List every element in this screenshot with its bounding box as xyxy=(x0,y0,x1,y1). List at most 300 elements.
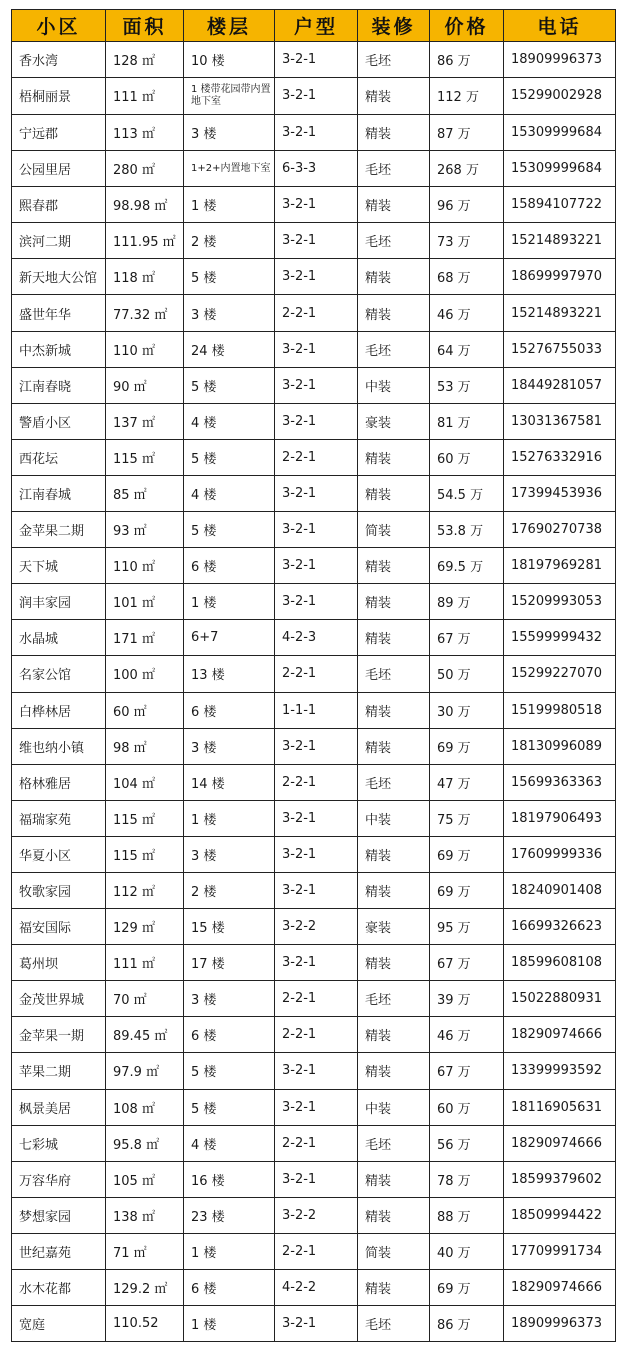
decoration-cell: 精装 xyxy=(358,187,430,223)
area-cell: 89.45 ㎡ xyxy=(106,1017,184,1053)
area-cell: 112 ㎡ xyxy=(106,872,184,908)
listing-table xyxy=(11,9,616,1342)
floor-cell: 1+2+内置地下室 xyxy=(184,150,275,187)
area-cell: 71 ㎡ xyxy=(106,1233,184,1269)
decoration-cell: 精装 xyxy=(358,1270,430,1306)
table-row xyxy=(12,1017,616,1053)
floor-cell: 1 楼 xyxy=(184,187,275,223)
area-cell: 70 ㎡ xyxy=(106,981,184,1017)
price-cell: 73 万 xyxy=(430,223,504,259)
layout-cell: 3-2-1 xyxy=(275,42,358,78)
table-row xyxy=(12,512,616,548)
floor-cell: 4 楼 xyxy=(184,403,275,439)
phone-cell[interactable]: 18240901408 xyxy=(504,872,616,908)
area-cell: 93 ㎡ xyxy=(106,512,184,548)
price-cell: 89 万 xyxy=(430,584,504,620)
decoration-cell: 精装 xyxy=(358,872,430,908)
layout-cell: 3-2-1 xyxy=(275,114,358,150)
price-cell: 86 万 xyxy=(430,1306,504,1342)
decoration-cell: 精装 xyxy=(358,78,430,115)
table-row xyxy=(12,439,616,475)
area-cell: 113 ㎡ xyxy=(106,114,184,150)
price-cell: 96 万 xyxy=(430,187,504,223)
table-row xyxy=(12,548,616,584)
price-cell: 78 万 xyxy=(430,1161,504,1197)
header-layout: 户型 xyxy=(275,10,358,42)
area-cell: 77.32 ㎡ xyxy=(106,295,184,331)
table-row xyxy=(12,150,616,187)
community-cell: 中杰新城 xyxy=(12,331,106,367)
floor-cell: 17 楼 xyxy=(184,945,275,981)
layout-cell: 3-2-1 xyxy=(275,872,358,908)
floor-cell: 1 楼 xyxy=(184,1306,275,1342)
layout-cell: 3-2-1 xyxy=(275,78,358,115)
decoration-cell: 精装 xyxy=(358,1053,430,1089)
phone-cell[interactable]: 18699997970 xyxy=(504,259,616,295)
table-body xyxy=(12,42,616,1342)
decoration-cell: 精装 xyxy=(358,475,430,511)
floor-cell: 3 楼 xyxy=(184,114,275,150)
phone-cell[interactable]: 15276755033 xyxy=(504,331,616,367)
price-cell: 86 万 xyxy=(430,42,504,78)
price-cell: 69 万 xyxy=(430,836,504,872)
phone-cell[interactable]: 15699363363 xyxy=(504,764,616,800)
floor-cell: 4 楼 xyxy=(184,475,275,511)
layout-cell: 3-2-1 xyxy=(275,584,358,620)
table-row xyxy=(12,764,616,800)
layout-cell: 3-2-1 xyxy=(275,1053,358,1089)
table-row xyxy=(12,584,616,620)
listing-table-wrap xyxy=(11,9,615,1342)
table-row xyxy=(12,1125,616,1161)
header-decoration: 装修 xyxy=(358,10,430,42)
floor-cell: 3 楼 xyxy=(184,295,275,331)
layout-cell: 2-2-1 xyxy=(275,295,358,331)
decoration-cell: 毛坯 xyxy=(358,981,430,1017)
floor-cell: 3 楼 xyxy=(184,728,275,764)
decoration-cell: 毛坯 xyxy=(358,42,430,78)
area-cell: 100 ㎡ xyxy=(106,656,184,692)
community-cell: 牧歌家园 xyxy=(12,872,106,908)
floor-cell: 3 楼 xyxy=(184,836,275,872)
phone-cell[interactable]: 18599379602 xyxy=(504,1161,616,1197)
table-row xyxy=(12,1306,616,1342)
price-cell: 50 万 xyxy=(430,656,504,692)
phone-cell[interactable]: 17399453936 xyxy=(504,475,616,511)
floor-cell: 5 楼 xyxy=(184,1053,275,1089)
phone-cell[interactable]: 15276332916 xyxy=(504,439,616,475)
floor-cell: 2 楼 xyxy=(184,872,275,908)
phone-cell[interactable]: 17709991734 xyxy=(504,1233,616,1269)
price-cell: 46 万 xyxy=(430,1017,504,1053)
community-cell: 七彩城 xyxy=(12,1125,106,1161)
layout-cell: 2-2-1 xyxy=(275,1233,358,1269)
layout-cell: 2-2-1 xyxy=(275,656,358,692)
price-cell: 53.8 万 xyxy=(430,512,504,548)
price-cell: 69 万 xyxy=(430,1270,504,1306)
phone-cell[interactable]: 13031367581 xyxy=(504,403,616,439)
floor-cell: 6+7 xyxy=(184,620,275,656)
area-cell: 97.9 ㎡ xyxy=(106,1053,184,1089)
area-cell: 60 ㎡ xyxy=(106,692,184,728)
community-cell: 江南春晓 xyxy=(12,367,106,403)
community-cell: 梧桐丽景 xyxy=(12,78,106,115)
floor-cell: 5 楼 xyxy=(184,1089,275,1125)
table-row xyxy=(12,403,616,439)
area-cell: 101 ㎡ xyxy=(106,584,184,620)
community-cell: 水晶城 xyxy=(12,620,106,656)
layout-cell: 4-2-3 xyxy=(275,620,358,656)
area-cell: 105 ㎡ xyxy=(106,1161,184,1197)
layout-cell: 4-2-2 xyxy=(275,1270,358,1306)
community-cell: 福瑞家苑 xyxy=(12,800,106,836)
phone-cell[interactable]: 18909996373 xyxy=(504,42,616,78)
price-cell: 67 万 xyxy=(430,620,504,656)
table-row xyxy=(12,367,616,403)
community-cell: 金苹果一期 xyxy=(12,1017,106,1053)
area-cell: 128 ㎡ xyxy=(106,42,184,78)
phone-cell[interactable]: 15209993053 xyxy=(504,584,616,620)
community-cell: 公园里居 xyxy=(12,150,106,187)
phone-cell[interactable]: 18197906493 xyxy=(504,800,616,836)
layout-cell: 1-1-1 xyxy=(275,692,358,728)
layout-cell: 3-2-1 xyxy=(275,1306,358,1342)
area-cell: 115 ㎡ xyxy=(106,800,184,836)
phone-cell[interactable]: 16699326623 xyxy=(504,909,616,945)
layout-cell: 3-2-1 xyxy=(275,836,358,872)
community-cell: 枫景美居 xyxy=(12,1089,106,1125)
phone-cell[interactable]: 18290974666 xyxy=(504,1270,616,1306)
phone-cell[interactable]: 18130996089 xyxy=(504,728,616,764)
decoration-cell: 精装 xyxy=(358,548,430,584)
table-row xyxy=(12,78,616,115)
header-phone: 电话 xyxy=(504,10,616,42)
area-cell: 280 ㎡ xyxy=(106,150,184,187)
price-cell: 81 万 xyxy=(430,403,504,439)
layout-cell: 3-2-2 xyxy=(275,909,358,945)
floor-cell: 2 楼 xyxy=(184,223,275,259)
community-cell: 葛州坝 xyxy=(12,945,106,981)
phone-cell[interactable]: 18116905631 xyxy=(504,1089,616,1125)
phone-cell[interactable]: 18599608108 xyxy=(504,945,616,981)
floor-cell: 24 楼 xyxy=(184,331,275,367)
table-row xyxy=(12,945,616,981)
decoration-cell: 简装 xyxy=(358,1233,430,1269)
phone-cell[interactable]: 15894107722 xyxy=(504,187,616,223)
decoration-cell: 精装 xyxy=(358,114,430,150)
phone-cell[interactable]: 17609999336 xyxy=(504,836,616,872)
decoration-cell: 精装 xyxy=(358,439,430,475)
layout-cell: 2-2-1 xyxy=(275,1017,358,1053)
community-cell: 维也纳小镇 xyxy=(12,728,106,764)
area-cell: 115 ㎡ xyxy=(106,836,184,872)
price-cell: 67 万 xyxy=(430,1053,504,1089)
decoration-cell: 精装 xyxy=(358,1197,430,1233)
floor-cell: 5 楼 xyxy=(184,259,275,295)
community-cell: 格林雅居 xyxy=(12,764,106,800)
area-cell: 171 ㎡ xyxy=(106,620,184,656)
community-cell: 宁远郡 xyxy=(12,114,106,150)
community-cell: 梦想家园 xyxy=(12,1197,106,1233)
community-cell: 香水湾 xyxy=(12,42,106,78)
decoration-cell: 精装 xyxy=(358,620,430,656)
table-row xyxy=(12,872,616,908)
decoration-cell: 精装 xyxy=(358,945,430,981)
table-row xyxy=(12,1197,616,1233)
phone-cell[interactable]: 15199980518 xyxy=(504,692,616,728)
price-cell: 69 万 xyxy=(430,872,504,908)
decoration-cell: 毛坯 xyxy=(358,223,430,259)
community-cell: 滨河二期 xyxy=(12,223,106,259)
header-price: 价格 xyxy=(430,10,504,42)
layout-cell: 3-2-1 xyxy=(275,475,358,511)
table-row xyxy=(12,42,616,78)
header-floor: 楼层 xyxy=(184,10,275,42)
decoration-cell: 精装 xyxy=(358,295,430,331)
phone-cell[interactable]: 15214893221 xyxy=(504,223,616,259)
layout-cell: 3-2-1 xyxy=(275,331,358,367)
layout-cell: 3-2-1 xyxy=(275,259,358,295)
price-cell: 69 万 xyxy=(430,728,504,764)
decoration-cell: 毛坯 xyxy=(358,150,430,187)
area-cell: 111 ㎡ xyxy=(106,78,184,115)
decoration-cell: 豪装 xyxy=(358,403,430,439)
price-cell: 75 万 xyxy=(430,800,504,836)
decoration-cell: 中装 xyxy=(358,367,430,403)
table-row xyxy=(12,620,616,656)
area-cell: 111.95 ㎡ xyxy=(106,223,184,259)
layout-cell: 3-2-1 xyxy=(275,800,358,836)
table-row xyxy=(12,331,616,367)
community-cell: 金茂世界城 xyxy=(12,981,106,1017)
phone-cell[interactable]: 18197969281 xyxy=(504,548,616,584)
floor-cell: 4 楼 xyxy=(184,1125,275,1161)
table-row xyxy=(12,259,616,295)
layout-cell: 2-2-1 xyxy=(275,981,358,1017)
area-cell: 110 ㎡ xyxy=(106,548,184,584)
floor-cell: 3 楼 xyxy=(184,981,275,1017)
area-cell: 138 ㎡ xyxy=(106,1197,184,1233)
table-row xyxy=(12,1089,616,1125)
price-cell: 60 万 xyxy=(430,1089,504,1125)
layout-cell: 3-2-1 xyxy=(275,548,358,584)
floor-cell: 1 楼 xyxy=(184,1233,275,1269)
phone-cell[interactable]: 15309999684 xyxy=(504,114,616,150)
decoration-cell: 精装 xyxy=(358,692,430,728)
decoration-cell: 精装 xyxy=(358,836,430,872)
community-cell: 金苹果二期 xyxy=(12,512,106,548)
price-cell: 56 万 xyxy=(430,1125,504,1161)
header-community: 小区 xyxy=(12,10,106,42)
table-row xyxy=(12,114,616,150)
decoration-cell: 精装 xyxy=(358,1017,430,1053)
decoration-cell: 中装 xyxy=(358,800,430,836)
community-cell: 江南春城 xyxy=(12,475,106,511)
decoration-cell: 毛坯 xyxy=(358,1306,430,1342)
phone-cell[interactable]: 18290974666 xyxy=(504,1017,616,1053)
table-row xyxy=(12,656,616,692)
decoration-cell: 毛坯 xyxy=(358,764,430,800)
header-row xyxy=(12,10,616,42)
table-row xyxy=(12,800,616,836)
community-cell: 水木花都 xyxy=(12,1270,106,1306)
layout-cell: 2-2-1 xyxy=(275,439,358,475)
area-cell: 115 ㎡ xyxy=(106,439,184,475)
price-cell: 87 万 xyxy=(430,114,504,150)
table-row xyxy=(12,1053,616,1089)
community-cell: 福安国际 xyxy=(12,909,106,945)
layout-cell: 3-2-1 xyxy=(275,1161,358,1197)
area-cell: 104 ㎡ xyxy=(106,764,184,800)
table-row xyxy=(12,981,616,1017)
layout-cell: 3-2-1 xyxy=(275,367,358,403)
price-cell: 47 万 xyxy=(430,764,504,800)
floor-cell: 23 楼 xyxy=(184,1197,275,1233)
layout-cell: 6-3-3 xyxy=(275,150,358,187)
decoration-cell: 精装 xyxy=(358,1161,430,1197)
decoration-cell: 简装 xyxy=(358,512,430,548)
floor-cell: 1 楼 xyxy=(184,584,275,620)
layout-cell: 3-2-1 xyxy=(275,223,358,259)
floor-cell: 10 楼 xyxy=(184,42,275,78)
floor-cell: 1 楼 xyxy=(184,800,275,836)
community-cell: 白桦林居 xyxy=(12,692,106,728)
table-row xyxy=(12,295,616,331)
area-cell: 111 ㎡ xyxy=(106,945,184,981)
community-cell: 新天地大公馆 xyxy=(12,259,106,295)
table-row xyxy=(12,1270,616,1306)
phone-cell[interactable]: 18290974666 xyxy=(504,1125,616,1161)
price-cell: 67 万 xyxy=(430,945,504,981)
area-cell: 110.52 xyxy=(106,1306,184,1342)
community-cell: 华夏小区 xyxy=(12,836,106,872)
community-cell: 世纪嘉苑 xyxy=(12,1233,106,1269)
price-cell: 30 万 xyxy=(430,692,504,728)
table-row xyxy=(12,692,616,728)
area-cell: 137 ㎡ xyxy=(106,403,184,439)
community-cell: 名家公馆 xyxy=(12,656,106,692)
layout-cell: 3-2-2 xyxy=(275,1197,358,1233)
table-row xyxy=(12,475,616,511)
table-header xyxy=(12,10,616,42)
area-cell: 98 ㎡ xyxy=(106,728,184,764)
area-cell: 110 ㎡ xyxy=(106,331,184,367)
price-cell: 64 万 xyxy=(430,331,504,367)
layout-cell: 2-2-1 xyxy=(275,1125,358,1161)
area-cell: 129 ㎡ xyxy=(106,909,184,945)
layout-cell: 2-2-1 xyxy=(275,764,358,800)
community-cell: 万容华府 xyxy=(12,1161,106,1197)
layout-cell: 3-2-1 xyxy=(275,945,358,981)
price-cell: 60 万 xyxy=(430,439,504,475)
area-cell: 118 ㎡ xyxy=(106,259,184,295)
table-row xyxy=(12,728,616,764)
floor-cell: 1 楼带花园带内置地下室 xyxy=(184,78,275,115)
floor-cell: 14 楼 xyxy=(184,764,275,800)
floor-cell: 5 楼 xyxy=(184,439,275,475)
community-cell: 苹果二期 xyxy=(12,1053,106,1089)
phone-cell[interactable]: 18509994422 xyxy=(504,1197,616,1233)
community-cell: 宽庭 xyxy=(12,1306,106,1342)
price-cell: 88 万 xyxy=(430,1197,504,1233)
price-cell: 69.5 万 xyxy=(430,548,504,584)
floor-cell: 16 楼 xyxy=(184,1161,275,1197)
area-cell: 108 ㎡ xyxy=(106,1089,184,1125)
floor-cell: 6 楼 xyxy=(184,692,275,728)
community-cell: 熙春郡 xyxy=(12,187,106,223)
table-row xyxy=(12,836,616,872)
phone-cell[interactable]: 15299227070 xyxy=(504,656,616,692)
phone-cell[interactable]: 18449281057 xyxy=(504,367,616,403)
price-cell: 95 万 xyxy=(430,909,504,945)
floor-cell: 13 楼 xyxy=(184,656,275,692)
price-cell: 68 万 xyxy=(430,259,504,295)
phone-cell[interactable]: 15299002928 xyxy=(504,78,616,115)
decoration-cell: 中装 xyxy=(358,1089,430,1125)
phone-cell[interactable]: 15214893221 xyxy=(504,295,616,331)
table-row xyxy=(12,1233,616,1269)
header-area: 面积 xyxy=(106,10,184,42)
phone-cell[interactable]: 13399993592 xyxy=(504,1053,616,1089)
area-cell: 90 ㎡ xyxy=(106,367,184,403)
layout-cell: 3-2-1 xyxy=(275,403,358,439)
price-cell: 46 万 xyxy=(430,295,504,331)
decoration-cell: 毛坯 xyxy=(358,656,430,692)
decoration-cell: 豪装 xyxy=(358,909,430,945)
phone-cell[interactable]: 15599999432 xyxy=(504,620,616,656)
community-cell: 天下城 xyxy=(12,548,106,584)
decoration-cell: 精装 xyxy=(358,728,430,764)
price-cell: 39 万 xyxy=(430,981,504,1017)
community-cell: 警盾小区 xyxy=(12,403,106,439)
community-cell: 润丰家园 xyxy=(12,584,106,620)
area-cell: 95.8 ㎡ xyxy=(106,1125,184,1161)
layout-cell: 3-2-1 xyxy=(275,728,358,764)
table-row xyxy=(12,1161,616,1197)
layout-cell: 3-2-1 xyxy=(275,187,358,223)
decoration-cell: 精装 xyxy=(358,584,430,620)
table-row xyxy=(12,187,616,223)
decoration-cell: 精装 xyxy=(358,259,430,295)
floor-cell: 6 楼 xyxy=(184,1017,275,1053)
decoration-cell: 毛坯 xyxy=(358,1125,430,1161)
table-row xyxy=(12,223,616,259)
floor-cell: 6 楼 xyxy=(184,1270,275,1306)
area-cell: 129.2 ㎡ xyxy=(106,1270,184,1306)
price-cell: 53 万 xyxy=(430,367,504,403)
floor-cell: 5 楼 xyxy=(184,512,275,548)
layout-cell: 3-2-1 xyxy=(275,1089,358,1125)
price-cell: 54.5 万 xyxy=(430,475,504,511)
floor-cell: 15 楼 xyxy=(184,909,275,945)
phone-cell[interactable]: 17690270738 xyxy=(504,512,616,548)
price-cell: 268 万 xyxy=(430,150,504,187)
phone-cell[interactable]: 18909996373 xyxy=(504,1306,616,1342)
area-cell: 85 ㎡ xyxy=(106,475,184,511)
community-cell: 盛世年华 xyxy=(12,295,106,331)
community-cell: 西花坛 xyxy=(12,439,106,475)
floor-cell: 5 楼 xyxy=(184,367,275,403)
price-cell: 40 万 xyxy=(430,1233,504,1269)
area-cell: 98.98 ㎡ xyxy=(106,187,184,223)
layout-cell: 3-2-1 xyxy=(275,512,358,548)
table-row xyxy=(12,909,616,945)
floor-cell: 6 楼 xyxy=(184,548,275,584)
decoration-cell: 毛坯 xyxy=(358,331,430,367)
price-cell: 112 万 xyxy=(430,78,504,115)
phone-cell[interactable]: 15022880931 xyxy=(504,981,616,1017)
phone-cell[interactable]: 15309999684 xyxy=(504,150,616,187)
